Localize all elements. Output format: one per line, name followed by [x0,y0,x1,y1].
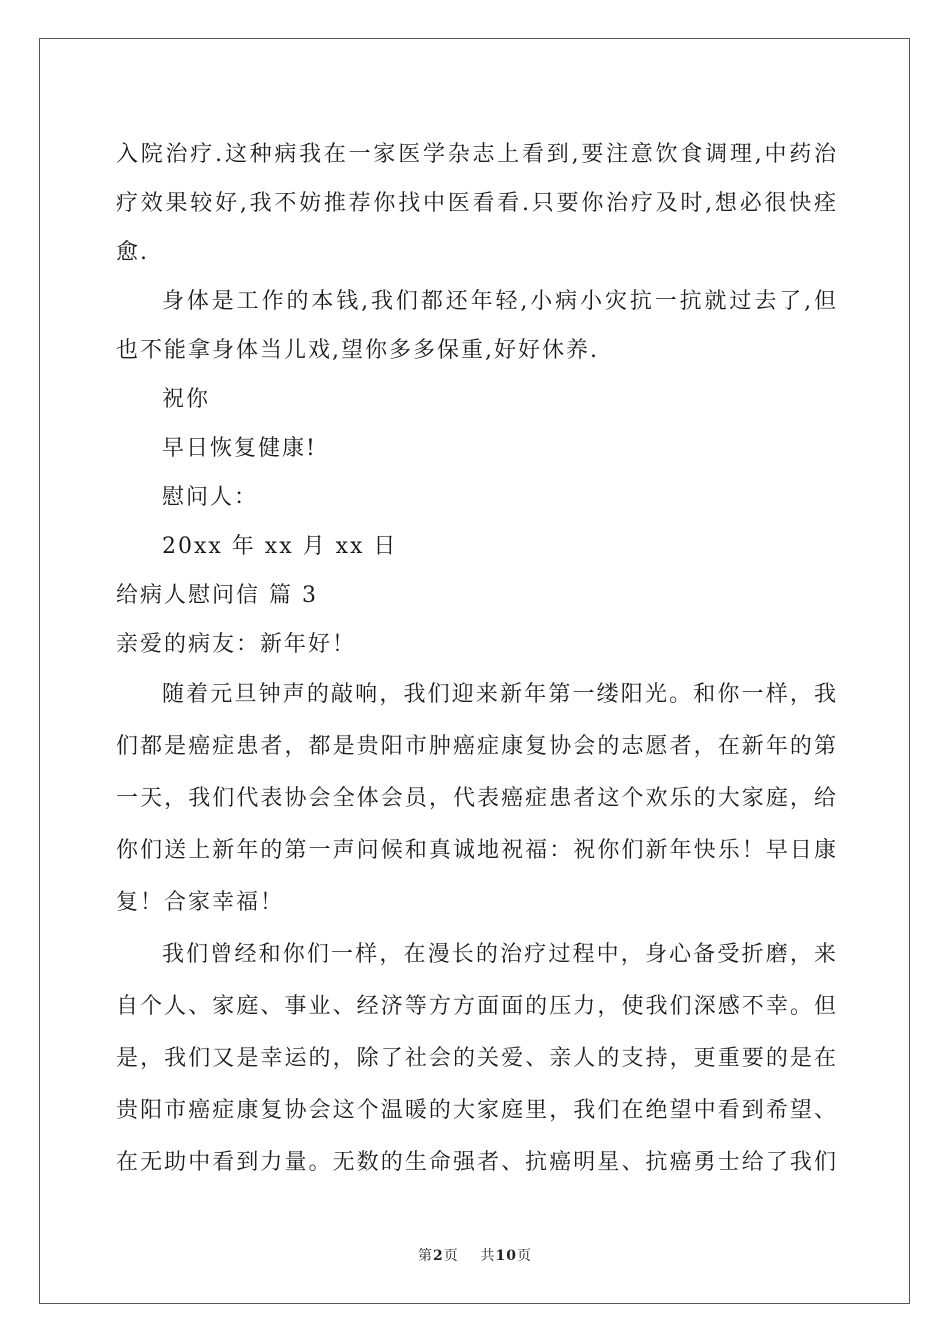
closing-line: 祝你 [162,387,211,412]
page-current: 2 [432,1248,444,1264]
section-heading: 给病人慰问信 篇 3 [116,583,318,608]
page-suffix: 页 [443,1248,459,1264]
page-total: 10 [495,1248,518,1264]
total-prefix: 共 [480,1248,496,1264]
text-line: 随着元旦钟声的敲响，我们迎来新年第一缕阳光。和你一样，我 [162,682,836,707]
text-line: 自个人、家庭、事业、经济等方方面面的压力，使我们深感不幸。但 [116,994,836,1019]
text-line: 你们送上新年的第一声问候和真诚地祝福：祝你们新年快乐！早日康 [116,838,836,863]
text-line: 复！合家幸福！ [116,890,285,915]
text-line: 身体是工作的本钱,我们都还年轻,小病小灾抗一抗就过去了,但 [162,289,836,314]
text-line: 我们曾经和你们一样，在漫长的治疗过程中，身心备受折磨，来 [162,942,836,967]
document-body [116,130,836,1189]
signature-line: 慰问人： [162,485,259,510]
page-footer [0,1245,950,1265]
text-line: 贵阳市癌症康复协会这个温暖的大家庭里，我们在绝望中看到希望、 [116,1098,836,1123]
text-line: 愈. [116,240,149,265]
page-prefix: 第 [417,1248,433,1264]
salutation: 亲爱的病友：新年好！ [116,632,357,657]
text-line: 是，我们又是幸运的，除了社会的关爱、亲人的支持，更重要的是在 [116,1046,836,1071]
text-line: 入院治疗.这种病我在一家医学杂志上看到,要注意饮食调理,中药治 [116,142,836,167]
date-line: 20xx 年 xx 月 xx 日 [162,534,398,559]
text-line: 们都是癌症患者，都是贵阳市肿癌症康复协会的志愿者，在新年的第 [116,734,836,759]
total-suffix: 页 [517,1248,533,1264]
closing-line: 早日恢复健康! [162,436,317,461]
text-line: 一天，我们代表协会全体会员，代表癌症患者这个欢乐的大家庭，给 [116,786,836,811]
text-line: 疗效果较好,我不妨推荐你找中医看看.只要你治疗及时,想必很快痊 [116,191,836,216]
text-line: 也不能拿身体当儿戏,望你多多保重,好好休养. [116,338,599,363]
text-line: 在无助中看到力量。无数的生命强者、抗癌明星、抗癌勇士给了我们 [116,1150,836,1175]
